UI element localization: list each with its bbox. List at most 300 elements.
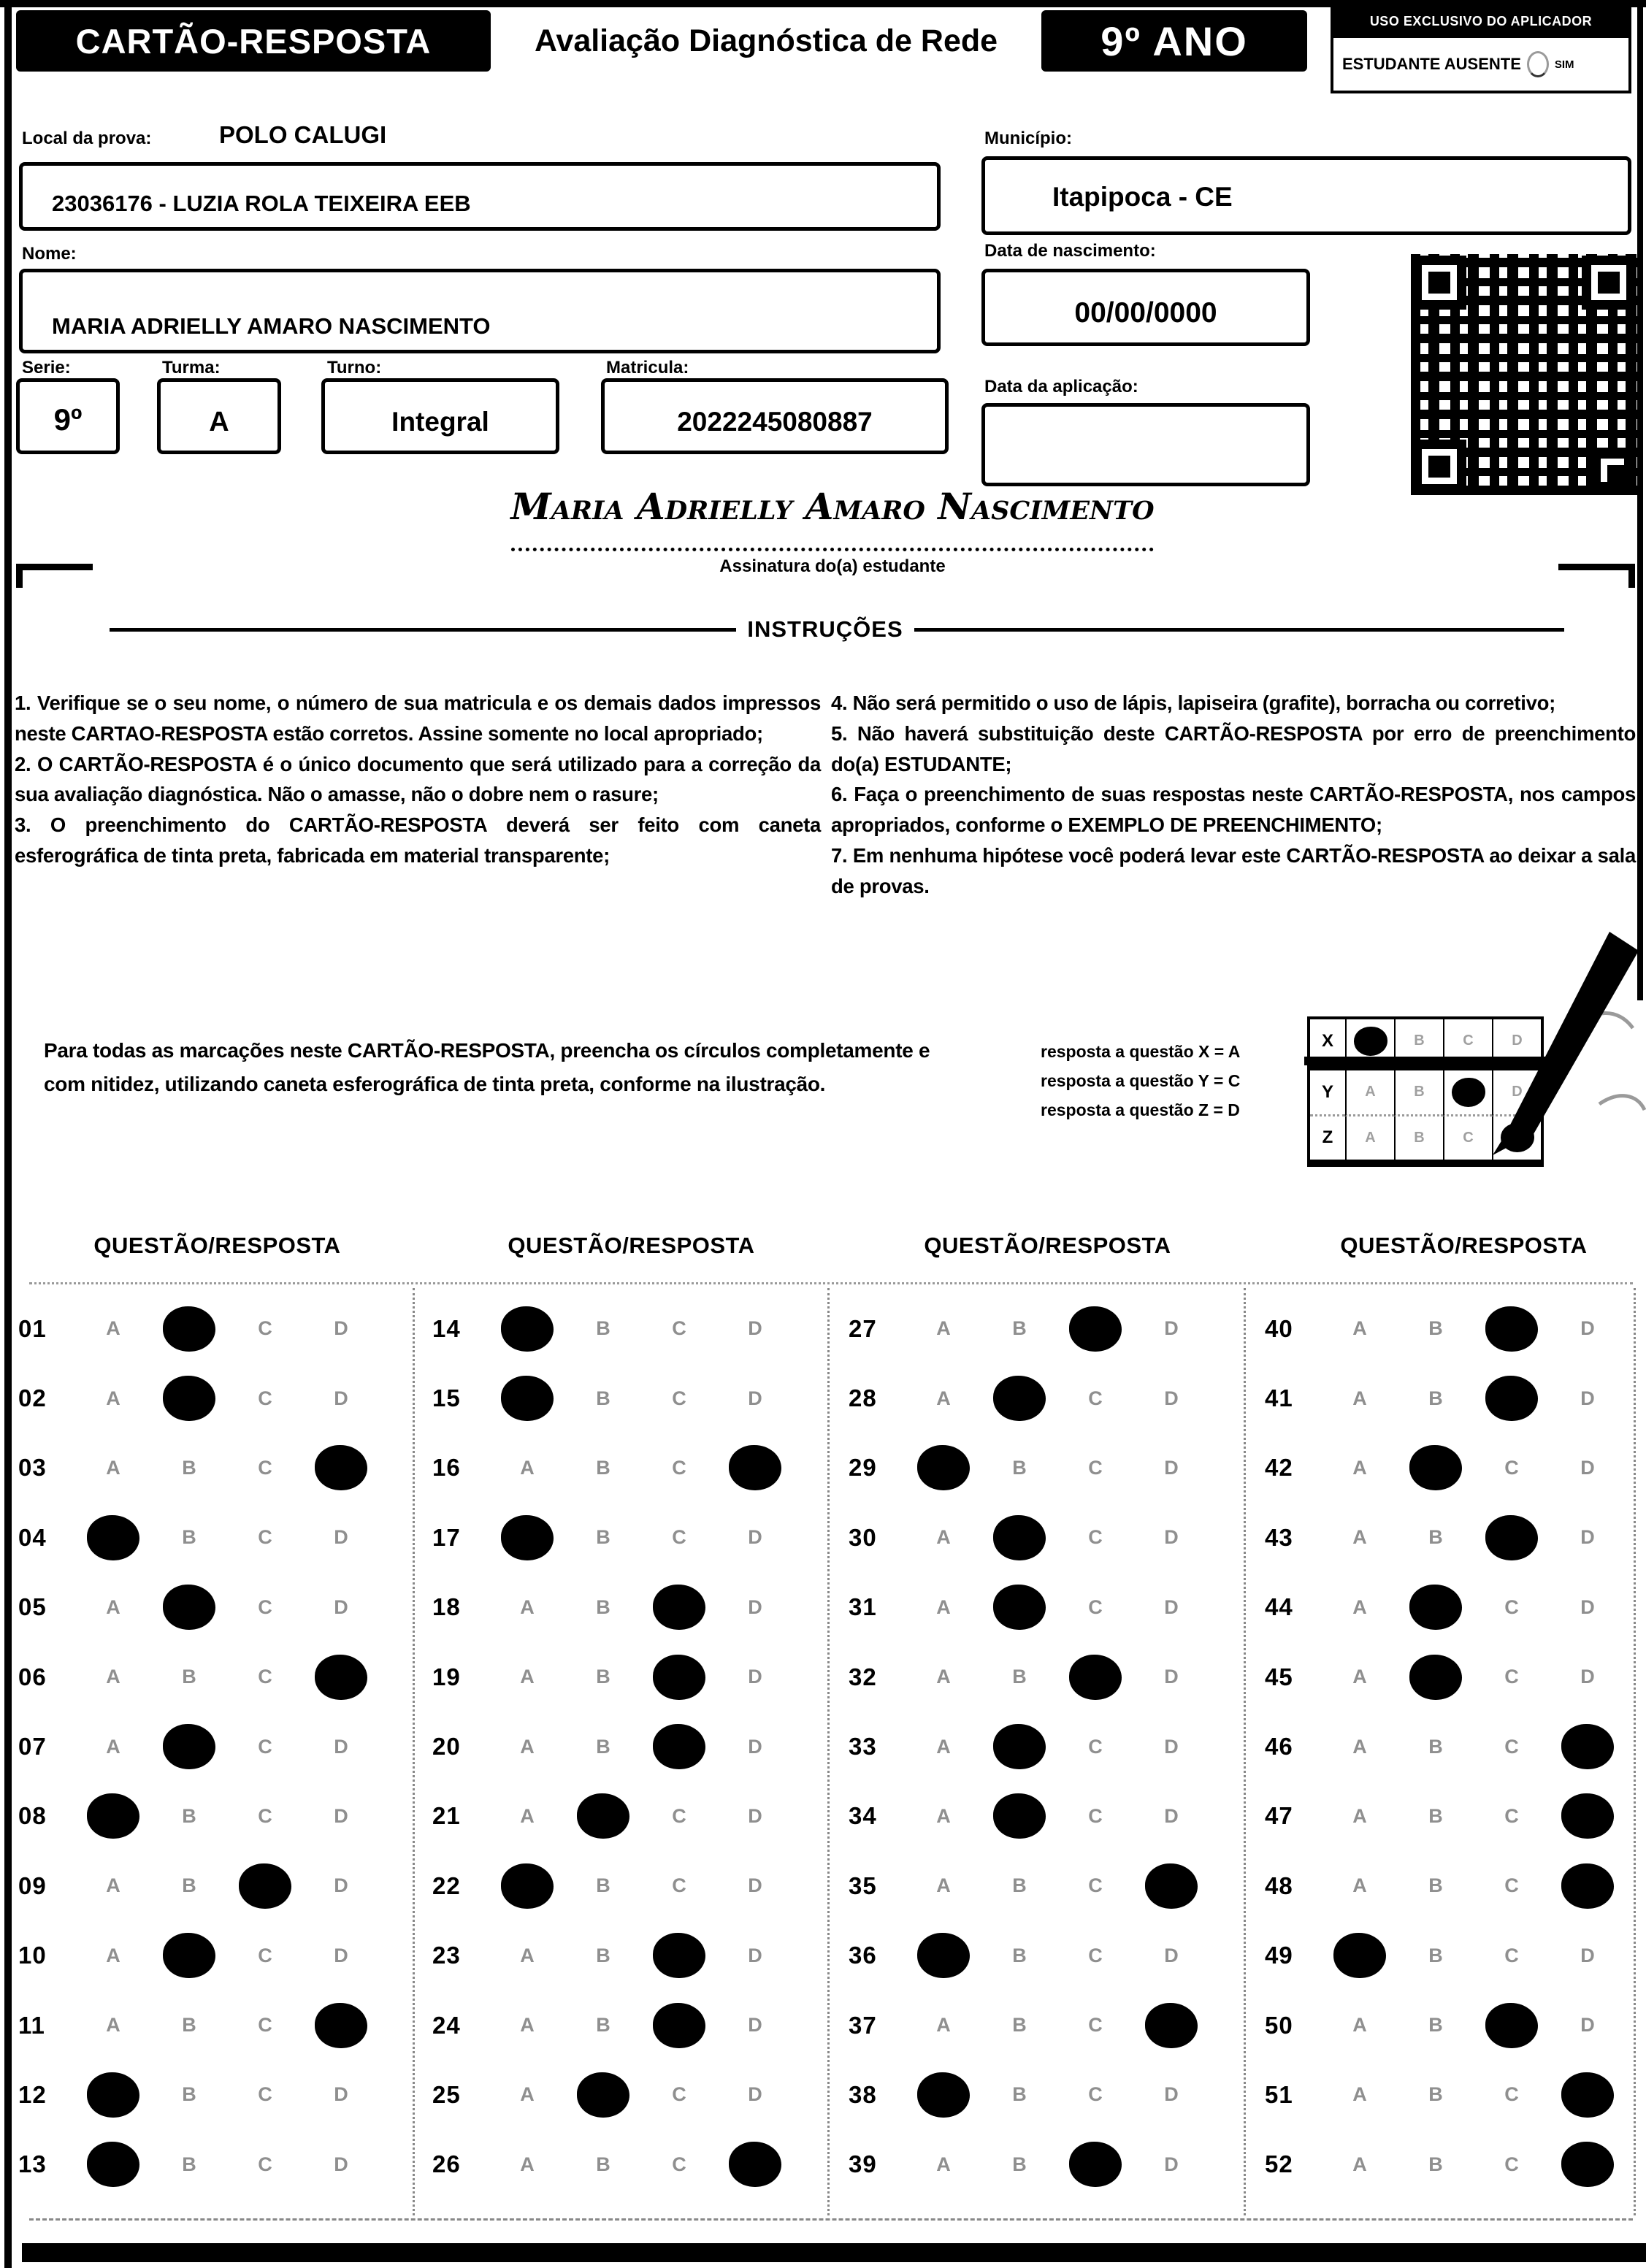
bubble-38-D[interactable]: [1133, 2083, 1209, 2106]
bubble-24-C[interactable]: [641, 2003, 717, 2048]
bubble-01-C[interactable]: [227, 1317, 303, 1340]
bubble-14-B[interactable]: [565, 1317, 641, 1340]
bubble-29-D[interactable]: [1133, 1457, 1209, 1479]
filled-mark-31-B: [993, 1585, 1046, 1630]
bubble-40-A[interactable]: [1322, 1317, 1398, 1340]
bubble-19-A[interactable]: [489, 1666, 565, 1688]
bubble-24-A[interactable]: [489, 2014, 565, 2037]
bubble-08-C[interactable]: [227, 1805, 303, 1828]
page-border-bottom: [22, 2243, 1646, 2262]
bubble-06-C[interactable]: [227, 1666, 303, 1688]
bubble-16-D[interactable]: [717, 1445, 793, 1490]
bubble-08-D[interactable]: [303, 1805, 379, 1828]
bubble-09-A[interactable]: [75, 1874, 151, 1897]
bubble-37-A[interactable]: [906, 2014, 981, 2037]
answer-row-43: [1265, 1503, 1646, 1572]
answer-row-33: [849, 1712, 1247, 1781]
bubble-04-D[interactable]: [303, 1526, 379, 1549]
bubble-48-A[interactable]: [1322, 1874, 1398, 1897]
bubble-33-A[interactable]: [906, 1736, 981, 1758]
bubble-51-A[interactable]: [1322, 2083, 1398, 2106]
instructions-rule-right: [914, 628, 1564, 632]
example-option-letter: C: [1463, 1129, 1474, 1146]
bubble-15-D[interactable]: [717, 1387, 793, 1410]
bubble-37-D[interactable]: [1133, 2003, 1209, 2048]
bubble-38-C[interactable]: [1057, 2083, 1133, 2106]
bubble-44-B[interactable]: [1398, 1585, 1474, 1630]
filled-mark-08-A: [87, 1793, 139, 1839]
bubble-36-C[interactable]: [1057, 1945, 1133, 1967]
bubble-06-D[interactable]: [303, 1655, 379, 1700]
bubble-20-B[interactable]: [565, 1736, 641, 1758]
bubble-32-B[interactable]: [981, 1666, 1057, 1688]
bubble-17-A[interactable]: [489, 1515, 565, 1560]
bubble-30-C[interactable]: [1057, 1526, 1133, 1549]
bubble-26-A[interactable]: [489, 2153, 565, 2176]
bubble-22-B[interactable]: [565, 1874, 641, 1897]
option-letter-C: C: [1504, 1595, 1519, 1618]
question-number-21: 21: [432, 1802, 461, 1830]
bubble-45-C[interactable]: [1474, 1666, 1550, 1688]
bubble-12-D[interactable]: [303, 2083, 379, 2106]
bubble-11-A[interactable]: [75, 2014, 151, 2037]
bubble-40-D[interactable]: [1550, 1317, 1626, 1340]
turma-field[interactable]: [157, 378, 281, 454]
option-letter-B: B: [596, 1317, 610, 1340]
bubble-28-B[interactable]: [981, 1376, 1057, 1421]
bubble-24-D[interactable]: [717, 2014, 793, 2037]
bubble-51-B[interactable]: [1398, 2083, 1474, 2106]
bubble-31-A[interactable]: [906, 1596, 981, 1619]
bubble-03-B[interactable]: [151, 1457, 227, 1479]
bubble-03-A[interactable]: [75, 1457, 151, 1479]
bubble-11-D[interactable]: [303, 2003, 379, 2048]
bubble-46-D[interactable]: [1550, 1724, 1626, 1769]
option-letter-C: C: [258, 1456, 272, 1479]
bubble-29-C[interactable]: [1057, 1457, 1133, 1479]
bubble-42-B[interactable]: [1398, 1445, 1474, 1490]
question-number-04: 04: [18, 1523, 47, 1551]
bubble-39-A[interactable]: [906, 2153, 981, 2176]
bubble-49-C[interactable]: [1474, 1945, 1550, 1967]
bubble-08-A[interactable]: [75, 1793, 151, 1839]
bubble-38-B[interactable]: [981, 2083, 1057, 2106]
option-letter-D: D: [1164, 2083, 1179, 2106]
bubble-42-D[interactable]: [1550, 1457, 1626, 1479]
question-number-33: 33: [849, 1733, 877, 1761]
bubble-04-A[interactable]: [75, 1515, 151, 1560]
option-letter-B: B: [182, 2014, 196, 2037]
option-letter-A: A: [936, 1387, 951, 1409]
option-letter-C: C: [1088, 2014, 1103, 2037]
bubble-45-B[interactable]: [1398, 1655, 1474, 1700]
bubble-35-A[interactable]: [906, 1874, 981, 1897]
serie-field[interactable]: [16, 378, 120, 454]
answer-row-19: [432, 1642, 830, 1712]
example-bubble-Z-B: [1394, 1116, 1443, 1160]
bubble-31-B[interactable]: [981, 1585, 1057, 1630]
answer-row-01: [18, 1294, 416, 1363]
option-letter-B: B: [1428, 1874, 1443, 1897]
page-border-left: [4, 0, 12, 2268]
option-letter-D: D: [1580, 1387, 1595, 1409]
question-number-22: 22: [432, 1872, 461, 1899]
option-letter-B: B: [1012, 1317, 1027, 1340]
option-letter-C: C: [1088, 1456, 1103, 1479]
bubble-46-B[interactable]: [1398, 1736, 1474, 1758]
bubble-44-A[interactable]: [1322, 1596, 1398, 1619]
option-letter-D: D: [334, 1944, 348, 1966]
student-absent-label: ESTUDANTE AUSENTE: [1342, 55, 1521, 73]
bubble-13-B[interactable]: [151, 2153, 227, 2176]
option-letter-C: C: [1088, 1804, 1103, 1827]
bubble-41-B[interactable]: [1398, 1387, 1474, 1410]
bubble-11-B[interactable]: [151, 2014, 227, 2037]
bubble-50-B[interactable]: [1398, 2014, 1474, 2037]
bubble-03-D[interactable]: [303, 1445, 379, 1490]
bubble-24-B[interactable]: [565, 2014, 641, 2037]
bubble-50-C[interactable]: [1474, 2003, 1550, 2048]
option-letter-D: D: [334, 1804, 348, 1827]
bubble-34-A[interactable]: [906, 1805, 981, 1828]
bubble-45-D[interactable]: [1550, 1666, 1626, 1688]
bubble-17-B[interactable]: [565, 1526, 641, 1549]
bubble-28-C[interactable]: [1057, 1387, 1133, 1410]
bubble-09-C[interactable]: [227, 1863, 303, 1909]
bubble-05-B[interactable]: [151, 1585, 227, 1630]
bubble-12-B[interactable]: [151, 2083, 227, 2106]
option-letter-B: B: [182, 1666, 196, 1688]
bubble-52-B[interactable]: [1398, 2153, 1474, 2176]
bubble-22-D[interactable]: [717, 1874, 793, 1897]
bubble-13-D[interactable]: [303, 2153, 379, 2176]
aplicacao-label: Data da aplicação:: [984, 377, 1138, 396]
bubble-33-C[interactable]: [1057, 1736, 1133, 1758]
bubble-26-D[interactable]: [717, 2142, 793, 2187]
bubble-27-A[interactable]: [906, 1317, 981, 1340]
bubble-02-D[interactable]: [303, 1387, 379, 1410]
filled-mark-42-B: [1409, 1445, 1462, 1490]
answer-row-02: [18, 1363, 416, 1433]
bubble-10-A[interactable]: [75, 1945, 151, 1967]
bubble-50-D[interactable]: [1550, 2014, 1626, 2037]
bubble-30-A[interactable]: [906, 1526, 981, 1549]
bubble-01-D[interactable]: [303, 1317, 379, 1340]
bubble-36-B[interactable]: [981, 1945, 1057, 1967]
bubble-22-A[interactable]: [489, 1863, 565, 1909]
bubble-14-A[interactable]: [489, 1306, 565, 1352]
option-letter-C: C: [672, 1804, 686, 1827]
bubble-30-B[interactable]: [981, 1515, 1057, 1560]
bubble-43-B[interactable]: [1398, 1526, 1474, 1549]
nome-value: MARIA ADRIELLY AMARO NASCIMENTO: [52, 313, 491, 339]
bubble-29-A[interactable]: [906, 1445, 981, 1490]
bubble-47-B[interactable]: [1398, 1805, 1474, 1828]
question-number-11: 11: [18, 2011, 45, 2039]
bubble-17-D[interactable]: [717, 1526, 793, 1549]
option-letter-A: A: [1352, 1387, 1367, 1409]
bubble-41-C[interactable]: [1474, 1376, 1550, 1421]
bubble-16-A[interactable]: [489, 1457, 565, 1479]
bubble-02-A[interactable]: [75, 1387, 151, 1410]
bubble-21-B[interactable]: [565, 1793, 641, 1839]
option-letter-C: C: [1504, 2083, 1519, 2106]
bubble-15-A[interactable]: [489, 1376, 565, 1421]
bubble-19-D[interactable]: [717, 1666, 793, 1688]
bubble-47-C[interactable]: [1474, 1805, 1550, 1828]
bubble-23-A[interactable]: [489, 1945, 565, 1967]
bubble-46-A[interactable]: [1322, 1736, 1398, 1758]
filled-mark-52-D: [1561, 2142, 1614, 2187]
bubble-23-C[interactable]: [641, 1933, 717, 1978]
question-number-05: 05: [18, 1593, 47, 1621]
bubble-26-C[interactable]: [641, 2153, 717, 2176]
bubble-31-C[interactable]: [1057, 1596, 1133, 1619]
bubble-28-D[interactable]: [1133, 1387, 1209, 1410]
filled-mark-44-B: [1409, 1585, 1462, 1630]
option-letter-D: D: [1164, 1456, 1179, 1479]
bubble-42-C[interactable]: [1474, 1457, 1550, 1479]
bubble-49-D[interactable]: [1550, 1945, 1626, 1967]
filled-mark-37-D: [1145, 2003, 1198, 2048]
bubble-23-B[interactable]: [565, 1945, 641, 1967]
bubble-15-B[interactable]: [565, 1387, 641, 1410]
answer-row-24: [432, 1991, 830, 2060]
bubble-48-D[interactable]: [1550, 1863, 1626, 1909]
bubble-14-C[interactable]: [641, 1317, 717, 1340]
bubble-50-A[interactable]: [1322, 2014, 1398, 2037]
page-border-right: [1637, 0, 1643, 1000]
bubble-09-B[interactable]: [151, 1874, 227, 1897]
bubble-07-A[interactable]: [75, 1736, 151, 1758]
bubble-13-A[interactable]: [75, 2142, 151, 2187]
question-number-17: 17: [432, 1523, 461, 1551]
aplicacao-field[interactable]: [981, 403, 1310, 486]
option-letter-B: B: [596, 1456, 610, 1479]
bubble-04-B[interactable]: [151, 1526, 227, 1549]
bubble-45-A[interactable]: [1322, 1666, 1398, 1688]
student-absent-yes: SIM: [1554, 58, 1574, 71]
bubble-13-C[interactable]: [227, 2153, 303, 2176]
bubble-29-B[interactable]: [981, 1457, 1057, 1479]
bubble-18-C[interactable]: [641, 1585, 717, 1630]
nome-field[interactable]: [19, 269, 941, 353]
bubble-31-D[interactable]: [1133, 1596, 1209, 1619]
bubble-16-B[interactable]: [565, 1457, 641, 1479]
option-letter-A: A: [1352, 1526, 1367, 1549]
bubble-47-D[interactable]: [1550, 1793, 1626, 1839]
bubble-49-B[interactable]: [1398, 1945, 1474, 1967]
option-letter-A: A: [106, 1387, 120, 1409]
bubble-34-D[interactable]: [1133, 1805, 1209, 1828]
bubble-14-D[interactable]: [717, 1317, 793, 1340]
bubble-08-B[interactable]: [151, 1805, 227, 1828]
filled-mark-18-C: [653, 1585, 705, 1630]
bubble-03-C[interactable]: [227, 1457, 303, 1479]
option-letter-B: B: [596, 1735, 610, 1758]
answer-row-10: [18, 1921, 416, 1991]
nascimento-field[interactable]: [981, 269, 1310, 346]
answer-row-42: [1265, 1433, 1646, 1503]
bubble-17-C[interactable]: [641, 1526, 717, 1549]
question-number-23: 23: [432, 1942, 461, 1969]
bubble-44-C[interactable]: [1474, 1596, 1550, 1619]
bubble-35-D[interactable]: [1133, 1863, 1209, 1909]
bubble-06-A[interactable]: [75, 1666, 151, 1688]
bubble-33-B[interactable]: [981, 1724, 1057, 1769]
bubble-37-B[interactable]: [981, 2014, 1057, 2037]
bubble-34-C[interactable]: [1057, 1805, 1133, 1828]
bubble-36-A[interactable]: [906, 1933, 981, 1978]
matricula-field[interactable]: [601, 378, 949, 454]
question-number-08: 08: [18, 1802, 47, 1830]
bubble-43-D[interactable]: [1550, 1526, 1626, 1549]
bubble-40-B[interactable]: [1398, 1317, 1474, 1340]
bubble-27-B[interactable]: [981, 1317, 1057, 1340]
bubble-05-A[interactable]: [75, 1596, 151, 1619]
bubble-39-C[interactable]: [1057, 2142, 1133, 2187]
bubble-28-A[interactable]: [906, 1387, 981, 1410]
bubble-05-D[interactable]: [303, 1596, 379, 1619]
answer-row-35: [849, 1851, 1247, 1920]
bubble-34-B[interactable]: [981, 1793, 1057, 1839]
bubble-43-C[interactable]: [1474, 1515, 1550, 1560]
option-letter-C: C: [1504, 1874, 1519, 1897]
bubble-37-C[interactable]: [1057, 2014, 1133, 2037]
bubble-10-D[interactable]: [303, 1945, 379, 1967]
example-legend: [1041, 1037, 1267, 1125]
bubble-19-B[interactable]: [565, 1666, 641, 1688]
filled-mark-12-A: [87, 2072, 139, 2118]
bubble-47-A[interactable]: [1322, 1805, 1398, 1828]
bubble-30-D[interactable]: [1133, 1526, 1209, 1549]
example-row-label-Y: Y: [1310, 1070, 1345, 1116]
bubble-35-C[interactable]: [1057, 1874, 1133, 1897]
option-letter-C: C: [1088, 1874, 1103, 1897]
turno-field[interactable]: [321, 378, 559, 454]
student-absent-bubble[interactable]: [1527, 51, 1549, 77]
bubble-15-C[interactable]: [641, 1387, 717, 1410]
filled-mark-19-C: [653, 1655, 705, 1700]
bubble-19-C[interactable]: [641, 1655, 717, 1700]
bubble-09-D[interactable]: [303, 1874, 379, 1897]
filled-mark-05-B: [163, 1585, 215, 1630]
bubble-27-C[interactable]: [1057, 1306, 1133, 1352]
bubble-52-A[interactable]: [1322, 2153, 1398, 2176]
bubble-27-D[interactable]: [1133, 1317, 1209, 1340]
option-letter-D: D: [748, 1804, 762, 1827]
bubble-40-C[interactable]: [1474, 1306, 1550, 1352]
bubble-26-B[interactable]: [565, 2153, 641, 2176]
bubble-43-A[interactable]: [1322, 1526, 1398, 1549]
bubble-04-C[interactable]: [227, 1526, 303, 1549]
bubble-32-D[interactable]: [1133, 1666, 1209, 1688]
bubble-23-D[interactable]: [717, 1945, 793, 1967]
bubble-10-C[interactable]: [227, 1945, 303, 1967]
question-number-16: 16: [432, 1454, 461, 1482]
bubble-25-A[interactable]: [489, 2083, 565, 2106]
bubble-25-C[interactable]: [641, 2083, 717, 2106]
grade-label: 9º ANO: [1100, 18, 1248, 64]
bubble-44-D[interactable]: [1550, 1596, 1626, 1619]
bubble-32-C[interactable]: [1057, 1655, 1133, 1700]
bubble-21-D[interactable]: [717, 1805, 793, 1828]
bubble-33-D[interactable]: [1133, 1736, 1209, 1758]
answer-row-15: [432, 1363, 830, 1433]
bubble-41-A[interactable]: [1322, 1387, 1398, 1410]
answer-row-49: [1265, 1921, 1646, 1991]
bubble-01-B[interactable]: [151, 1306, 227, 1352]
municipio-field[interactable]: [981, 156, 1631, 235]
bubble-07-C[interactable]: [227, 1736, 303, 1758]
bubble-21-C[interactable]: [641, 1805, 717, 1828]
bubble-02-C[interactable]: [227, 1387, 303, 1410]
question-number-15: 15: [432, 1384, 461, 1412]
bubble-12-C[interactable]: [227, 2083, 303, 2106]
bubble-48-C[interactable]: [1474, 1874, 1550, 1897]
bubble-20-D[interactable]: [717, 1736, 793, 1758]
bubble-52-D[interactable]: [1550, 2142, 1626, 2187]
school-field[interactable]: [19, 162, 941, 231]
bubble-38-A[interactable]: [906, 2072, 981, 2118]
card-title: CARTÃO-RESPOSTA: [75, 21, 432, 61]
bubble-36-D[interactable]: [1133, 1945, 1209, 1967]
filled-mark-40-C: [1485, 1306, 1538, 1352]
signature-line[interactable]: [511, 502, 1154, 551]
bubble-18-A[interactable]: [489, 1596, 565, 1619]
option-letter-A: A: [936, 1595, 951, 1618]
question-number-38: 38: [849, 2080, 877, 2108]
bubble-49-A[interactable]: [1322, 1933, 1398, 1978]
bubble-41-D[interactable]: [1550, 1387, 1626, 1410]
bubble-32-A[interactable]: [906, 1666, 981, 1688]
bubble-20-C[interactable]: [641, 1724, 717, 1769]
bubble-18-D[interactable]: [717, 1596, 793, 1619]
local-label: Local da prova:: [22, 129, 152, 148]
bubble-21-A[interactable]: [489, 1805, 565, 1828]
bubble-39-D[interactable]: [1133, 2153, 1209, 2176]
bubble-16-C[interactable]: [641, 1457, 717, 1479]
answer-row-12: [18, 2060, 416, 2129]
bubble-46-C[interactable]: [1474, 1736, 1550, 1758]
bubble-48-B[interactable]: [1398, 1874, 1474, 1897]
bubble-25-D[interactable]: [717, 2083, 793, 2106]
bubble-11-C[interactable]: [227, 2014, 303, 2037]
bubble-22-C[interactable]: [641, 1874, 717, 1897]
bubble-25-B[interactable]: [565, 2072, 641, 2118]
bubble-05-C[interactable]: [227, 1596, 303, 1619]
bubble-18-B[interactable]: [565, 1596, 641, 1619]
question-number-52: 52: [1265, 2150, 1293, 2178]
bubble-07-B[interactable]: [151, 1724, 227, 1769]
bubble-07-D[interactable]: [303, 1736, 379, 1758]
bubble-52-C[interactable]: [1474, 2153, 1550, 2176]
bubble-01-A[interactable]: [75, 1317, 151, 1340]
instruction-item-6: 6. Faça o preenchimento de suas respostas neste CARTÃO-RESPOSTA, nos campos apropriados, conforme o EXEMPLO DE PREENCHIMENTO;: [831, 783, 1636, 837]
filled-mark-36-A: [917, 1933, 970, 1978]
answer-row-47: [1265, 1782, 1646, 1851]
bubble-06-B[interactable]: [151, 1666, 227, 1688]
bubble-51-D[interactable]: [1550, 2072, 1626, 2118]
bubble-20-A[interactable]: [489, 1736, 565, 1758]
bubble-10-B[interactable]: [151, 1933, 227, 1978]
bubble-51-C[interactable]: [1474, 2083, 1550, 2106]
bubble-02-B[interactable]: [151, 1376, 227, 1421]
bubble-42-A[interactable]: [1322, 1457, 1398, 1479]
bubble-39-B[interactable]: [981, 2153, 1057, 2176]
bubble-12-A[interactable]: [75, 2072, 151, 2118]
bubble-35-B[interactable]: [981, 1874, 1057, 1897]
